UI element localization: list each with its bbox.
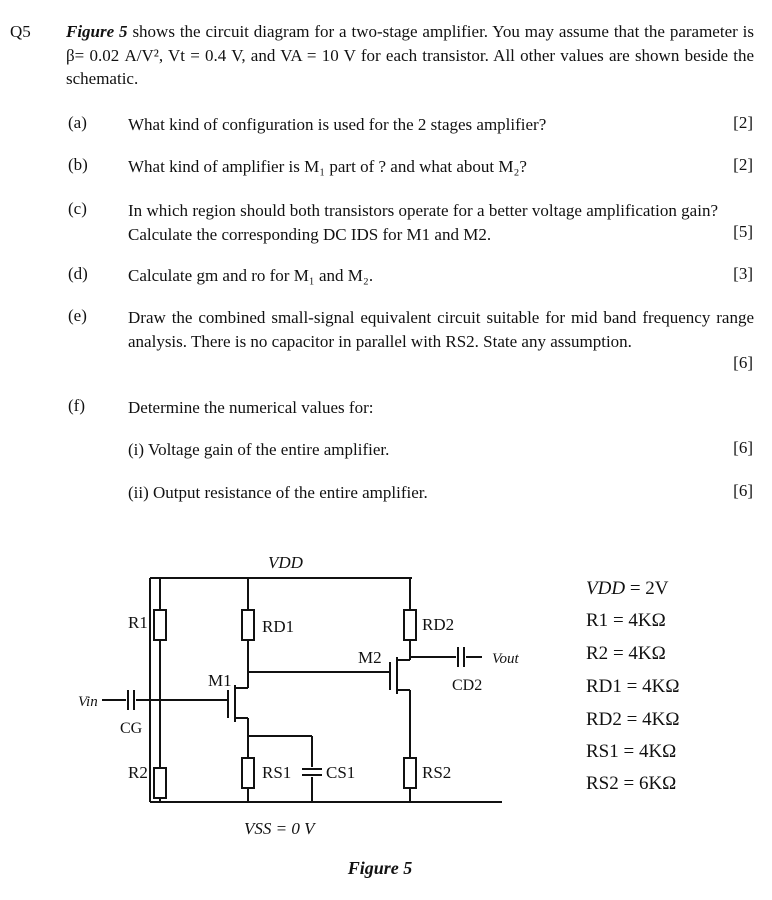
circuit-schematic <box>0 540 580 850</box>
part-c-text: In which region should both transistors operate for a better voltage amplification gain? Calculate the corresponding DC IDS for M1 and M2. <box>128 201 718 244</box>
r1-label: R1 <box>128 613 148 632</box>
value-rd1: RD1 = 4KΩ <box>586 676 680 697</box>
intro-figure-ref: Figure 5 <box>66 22 128 41</box>
rd2-label: RD2 <box>422 615 455 634</box>
part-b-text: What kind of amplifier is M₁ part of ? and what about M₂? <box>128 157 527 176</box>
part-f-text: Determine the numerical values for: <box>128 398 374 417</box>
value-vdd: VDD = 2V <box>586 578 669 599</box>
part-e-label: (e) <box>68 306 87 325</box>
question-number: Q5 <box>10 22 31 41</box>
part-e-marks: [6] <box>733 353 753 372</box>
value-rd2: RD2 = 4KΩ <box>586 709 680 730</box>
value-r2: R2 = 4KΩ <box>586 643 666 664</box>
rd1-label: RD1 <box>262 617 295 636</box>
part-b-label: (b) <box>68 155 88 174</box>
r2-label: R2 <box>128 763 148 782</box>
figure-caption: Figure 5 <box>347 858 413 878</box>
cg-label: CG <box>120 720 143 737</box>
part-b-marks: [2] <box>733 155 753 174</box>
part-d-text: Calculate gm and ro for M₁ and M₂. <box>128 266 374 285</box>
rs2-label: RS2 <box>422 763 452 782</box>
part-a-text: What kind of configuration is used for the 2 stages amplifier? <box>128 115 547 134</box>
part-c-marks: [5] <box>733 222 753 241</box>
part-c-label: (c) <box>68 199 87 218</box>
value-rs2: RS2 = 6KΩ <box>586 773 677 794</box>
question-intro <box>66 20 754 91</box>
rd2-resistor <box>404 610 416 640</box>
rs2-resistor <box>404 758 416 788</box>
part-e-text: Draw the combined small-signal equivalent circuit suitable for mid band frequency range analysis. There is no capacitor in parallel with RS2. State any assumption. <box>128 308 754 351</box>
vdd-label: VDD <box>268 553 303 572</box>
part-d-marks: [3] <box>733 264 753 283</box>
r2-resistor <box>154 768 166 798</box>
part-d-label: (d) <box>68 264 88 283</box>
value-r1: R1 = 4KΩ <box>586 610 666 631</box>
vss-label: VSS = 0 V <box>244 819 315 838</box>
part-f-label: (f) <box>68 396 85 415</box>
part-a-marks: [2] <box>733 113 753 132</box>
rs1-resistor <box>242 758 254 788</box>
vout-label: Vout <box>492 651 519 667</box>
vin-label: Vin <box>78 694 98 710</box>
value-rs1: RS1 = 4KΩ <box>586 741 677 762</box>
part-a-label: (a) <box>68 113 87 132</box>
rd1-resistor <box>242 610 254 640</box>
subpart-ii-text: (ii) Output resistance of the entire amplifier. <box>128 483 428 502</box>
subpart-ii-marks: [6] <box>733 481 753 500</box>
cd2-label: CD2 <box>452 677 483 694</box>
subpart-i-text: (i) Voltage gain of the entire amplifier. <box>128 440 390 459</box>
r1-resistor <box>154 610 166 640</box>
cs1-label: CS1 <box>326 763 356 782</box>
m2-label: M2 <box>358 648 382 667</box>
rs1-label: RS1 <box>262 763 292 782</box>
subpart-i-marks: [6] <box>733 438 753 457</box>
m1-label: M1 <box>208 671 232 690</box>
intro-text: shows the circuit diagram for a two-stage amplifier. You may assume that the parameter is β= 0.02 A/V², Vt = 0.4 V, and VA = 10 V for each transistor. All other values are shown beside the schematic. <box>66 22 754 88</box>
